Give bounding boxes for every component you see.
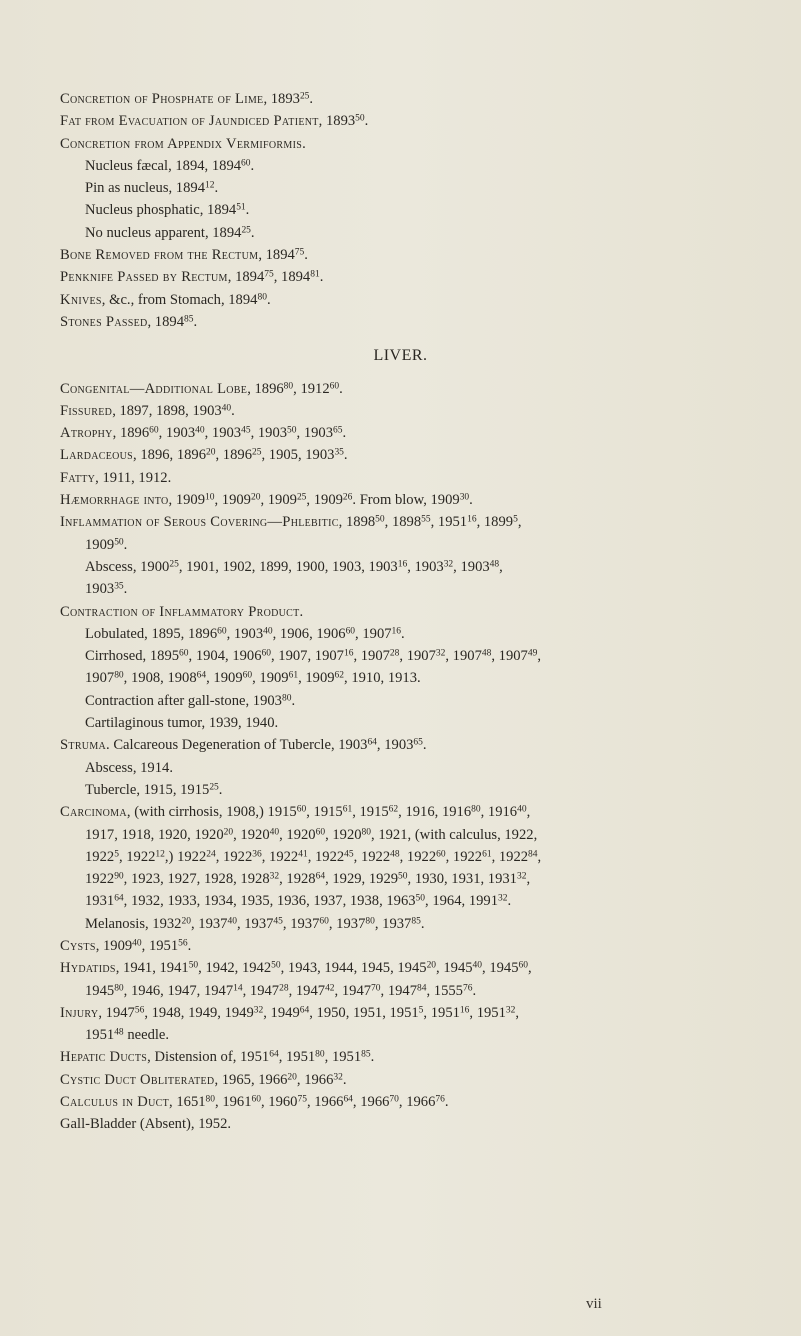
index-entry: Carcinoma, (with cirrhosis, 1908,) 1915$^{60}$, 1915$^{61}$, 1915$^{62}$, 1916, 1916$^{80}$, 1916$^{40}$,: [60, 804, 531, 821]
entry-headword: Atrophy: [60, 425, 113, 442]
entry-headword: Struma: [60, 737, 107, 754]
index-entry: Gall-Bladder (Absent), 1952.: [60, 1116, 232, 1133]
entry-headword: Congenital—Additional Lobe: [60, 380, 248, 397]
index-entry: [60, 601, 741, 623]
index-subentry: Abscess, 1900$^{25}$, 1901, 1902, 1899, 1900, 1903, 1903$^{16}$, 1903$^{32}$, 1903$^{48}$,: [85, 558, 503, 575]
entry-headword: Contraction of Inflammatory Product.: [60, 603, 304, 620]
index-continuation: 1951$^{48}$ needle.: [85, 1027, 170, 1044]
index-text-block: [60, 88, 741, 1136]
index-entry: Hydatids, 1941, 1941$^{50}$, 1942, 1942$^{50}$, 1943, 1944, 1945, 1945$^{20}$, 1945$^{40}$, 1945$^{60}$,: [60, 960, 532, 977]
index-entry: Cystic Duct Obliterated, 1965, 1966$^{20}$, 1966$^{32}$.: [60, 1071, 347, 1088]
index-entry: Fissured, 1897, 1898, 1903$^{40}$.: [60, 402, 235, 419]
index-subentry: Tubercle, 1915, 1915$^{25}$.: [85, 781, 223, 798]
index-entry: Penknife Passed by Rectum, 1894$^{75}$, 1894$^{81}$.: [60, 269, 324, 286]
index-entry: Injury, 1947$^{56}$, 1948, 1949, 1949$^{32}$, 1949$^{64}$, 1950, 1951, 1951$^5$, 1951$^{16}$, 1951$^{32}$,: [60, 1004, 520, 1021]
index-entry: Hepatic Ducts, Distension of, 1951$^{64}$, 1951$^{80}$, 1951$^{85}$.: [60, 1049, 375, 1066]
index-entry: Cysts, 1909$^{40}$, 1951$^{56}$.: [60, 937, 192, 954]
index-subentry: Cartilaginous tumor, 1939, 1940.: [85, 715, 279, 732]
index-entry: Concretion of Phosphate of Lime, 1893$^{25}$.: [60, 91, 314, 107]
index-entry: Calculus in Duct, 1651$^{80}$, 1961$^{60}$, 1960$^{75}$, 1966$^{64}$, 1966$^{70}$, 1966$^{76}$.: [60, 1094, 449, 1111]
entry-headword: Fatty: [60, 469, 96, 486]
index-continuation: 1945$^{80}$, 1946, 1947, 1947$^{14}$, 1947$^{28}$, 1947$^{42}$, 1947$^{70}$, 1947$^{84}$, 1555$^{76}$.: [85, 982, 477, 999]
index-subentry: Cirrhosed, 1895$^{60}$, 1904, 1906$^{60}$, 1907, 1907$^{16}$, 1907$^{28}$, 1907$^{32}$, 1907$^{48}$, 1907$^{49}$,: [85, 648, 541, 665]
entry-headword: Hæmorrhage into: [60, 492, 169, 509]
entry-headword: Stones Passed: [60, 313, 148, 330]
index-continuation: 1917, 1918, 1920, 1920$^{20}$, 1920$^{40}$, 1920$^{60}$, 1920$^{80}$, 1921, (with calculus, 1922,: [85, 826, 538, 843]
index-continuation: 1903$^{35}$.: [85, 581, 128, 598]
entry-headword: Concretion of Phosphate of Lime: [60, 91, 264, 107]
entry-headword: Injury: [60, 1004, 99, 1021]
index-entry: Lardaceous, 1896, 1896$^{20}$, 1896$^{25}$, 1905, 1903$^{35}$.: [60, 447, 348, 464]
index-subentry: No nucleus apparent, 1894$^{25}$.: [85, 224, 255, 241]
index-entry: Inflammation of Serous Covering—Phlebitic, 1898$^{50}$, 1898$^{55}$, 1951$^{16}$, 1899$^5$,: [60, 514, 522, 531]
entry-headword: Hepatic Ducts: [60, 1049, 148, 1066]
entry-headword: Calculus in Duct: [60, 1094, 170, 1111]
index-entry: Stones Passed, 1894$^{85}$.: [60, 313, 198, 330]
index-entry: Hæmorrhage into, 1909$^{10}$, 1909$^{20}$, 1909$^{25}$, 1909$^{26}$. From blow, 1909$^{30}$.: [60, 492, 473, 509]
index-entry: Knives, &c., from Stomach, 1894$^{80}$.: [60, 291, 271, 308]
index-entry: Congenital—Additional Lobe, 1896$^{80}$, 1912$^{60}$.: [60, 380, 343, 397]
entry-headword: Fat from Evacuation of Jaundiced Patient: [60, 113, 319, 130]
index-continuation: 1922$^{90}$, 1923, 1927, 1928, 1928$^{32}$, 1928$^{64}$, 1929, 1929$^{50}$, 1930, 1931, 1931$^{32}$,: [85, 871, 531, 888]
index-continuation: 1909$^{50}$.: [85, 536, 128, 553]
entry-headword: Penknife Passed by Rectum: [60, 269, 228, 286]
index-subentry: Abscess, 1914.: [85, 759, 173, 776]
index-continuation: 1907$^{80}$, 1908, 1908$^{64}$, 1909$^{60}$, 1909$^{61}$, 1909$^{62}$, 1910, 1913.: [85, 670, 421, 687]
index-continuation: 1931$^{64}$, 1932, 1933, 1934, 1935, 1936, 1937, 1938, 1963$^{50}$, 1964, 1991$^{32}$.: [85, 893, 512, 910]
index-entry: Struma. Calcareous Degeneration of Tubercle, 1903$^{64}$, 1903$^{65}$.: [60, 737, 427, 754]
entry-headword: Inflammation of Serous Covering—Phlebitic: [60, 514, 339, 531]
entry-headword: Carcinoma: [60, 804, 127, 821]
entry-headword: Cysts: [60, 937, 96, 954]
index-entry: Atrophy, 1896$^{60}$, 1903$^{40}$, 1903$^{45}$, 1903$^{50}$, 1903$^{65}$.: [60, 425, 347, 442]
index-subentry: Lobulated, 1895, 1896$^{60}$, 1903$^{40}$, 1906, 1906$^{60}$, 1907$^{16}$.: [85, 625, 405, 642]
entry-headword: Knives: [60, 291, 102, 308]
entry-headword: Fissured: [60, 402, 113, 419]
index-subentry: Nucleus phosphatic, 1894$^{51}$.: [85, 202, 250, 219]
entry-headword: Cystic Duct Obliterated: [60, 1071, 215, 1088]
index-entry: Fatty, 1911, 1912.: [60, 469, 172, 486]
index-entry: [60, 133, 741, 155]
section-heading: LIVER.: [373, 347, 428, 365]
entry-headword: Hydatids: [60, 960, 116, 977]
index-subentry: Nucleus fæcal, 1894, 1894$^{60}$.: [85, 157, 255, 174]
page-number: vii: [586, 1296, 602, 1312]
index-entry: Bone Removed from the Rectum, 1894$^{75}$.: [60, 247, 308, 264]
entry-headword: Lardaceous: [60, 447, 134, 464]
index-subentry: Pin as nucleus, 1894$^{12}$.: [85, 180, 219, 197]
index-subentry: Contraction after gall-stone, 1903$^{80}$.: [85, 692, 296, 709]
index-continuation: 1922$^5$, 1922$^{12}$,) 1922$^{24}$, 1922$^{36}$, 1922$^{41}$, 1922$^{45}$, 1922$^{48}$, 1922$^{60}$, 1922$^{61}$, 1922$^{84}$,: [85, 848, 542, 865]
entry-headword: Bone Removed from the Rectum: [60, 247, 259, 264]
index-entry: Fat from Evacuation of Jaundiced Patient, 1893$^{50}$.: [60, 113, 369, 130]
entry-headword: Concretion from Appendix Vermiformis.: [60, 135, 307, 152]
index-subentry: Melanosis, 1932$^{20}$, 1937$^{40}$, 1937$^{45}$, 1937$^{60}$, 1937$^{80}$, 1937$^{85}$.: [85, 915, 425, 932]
